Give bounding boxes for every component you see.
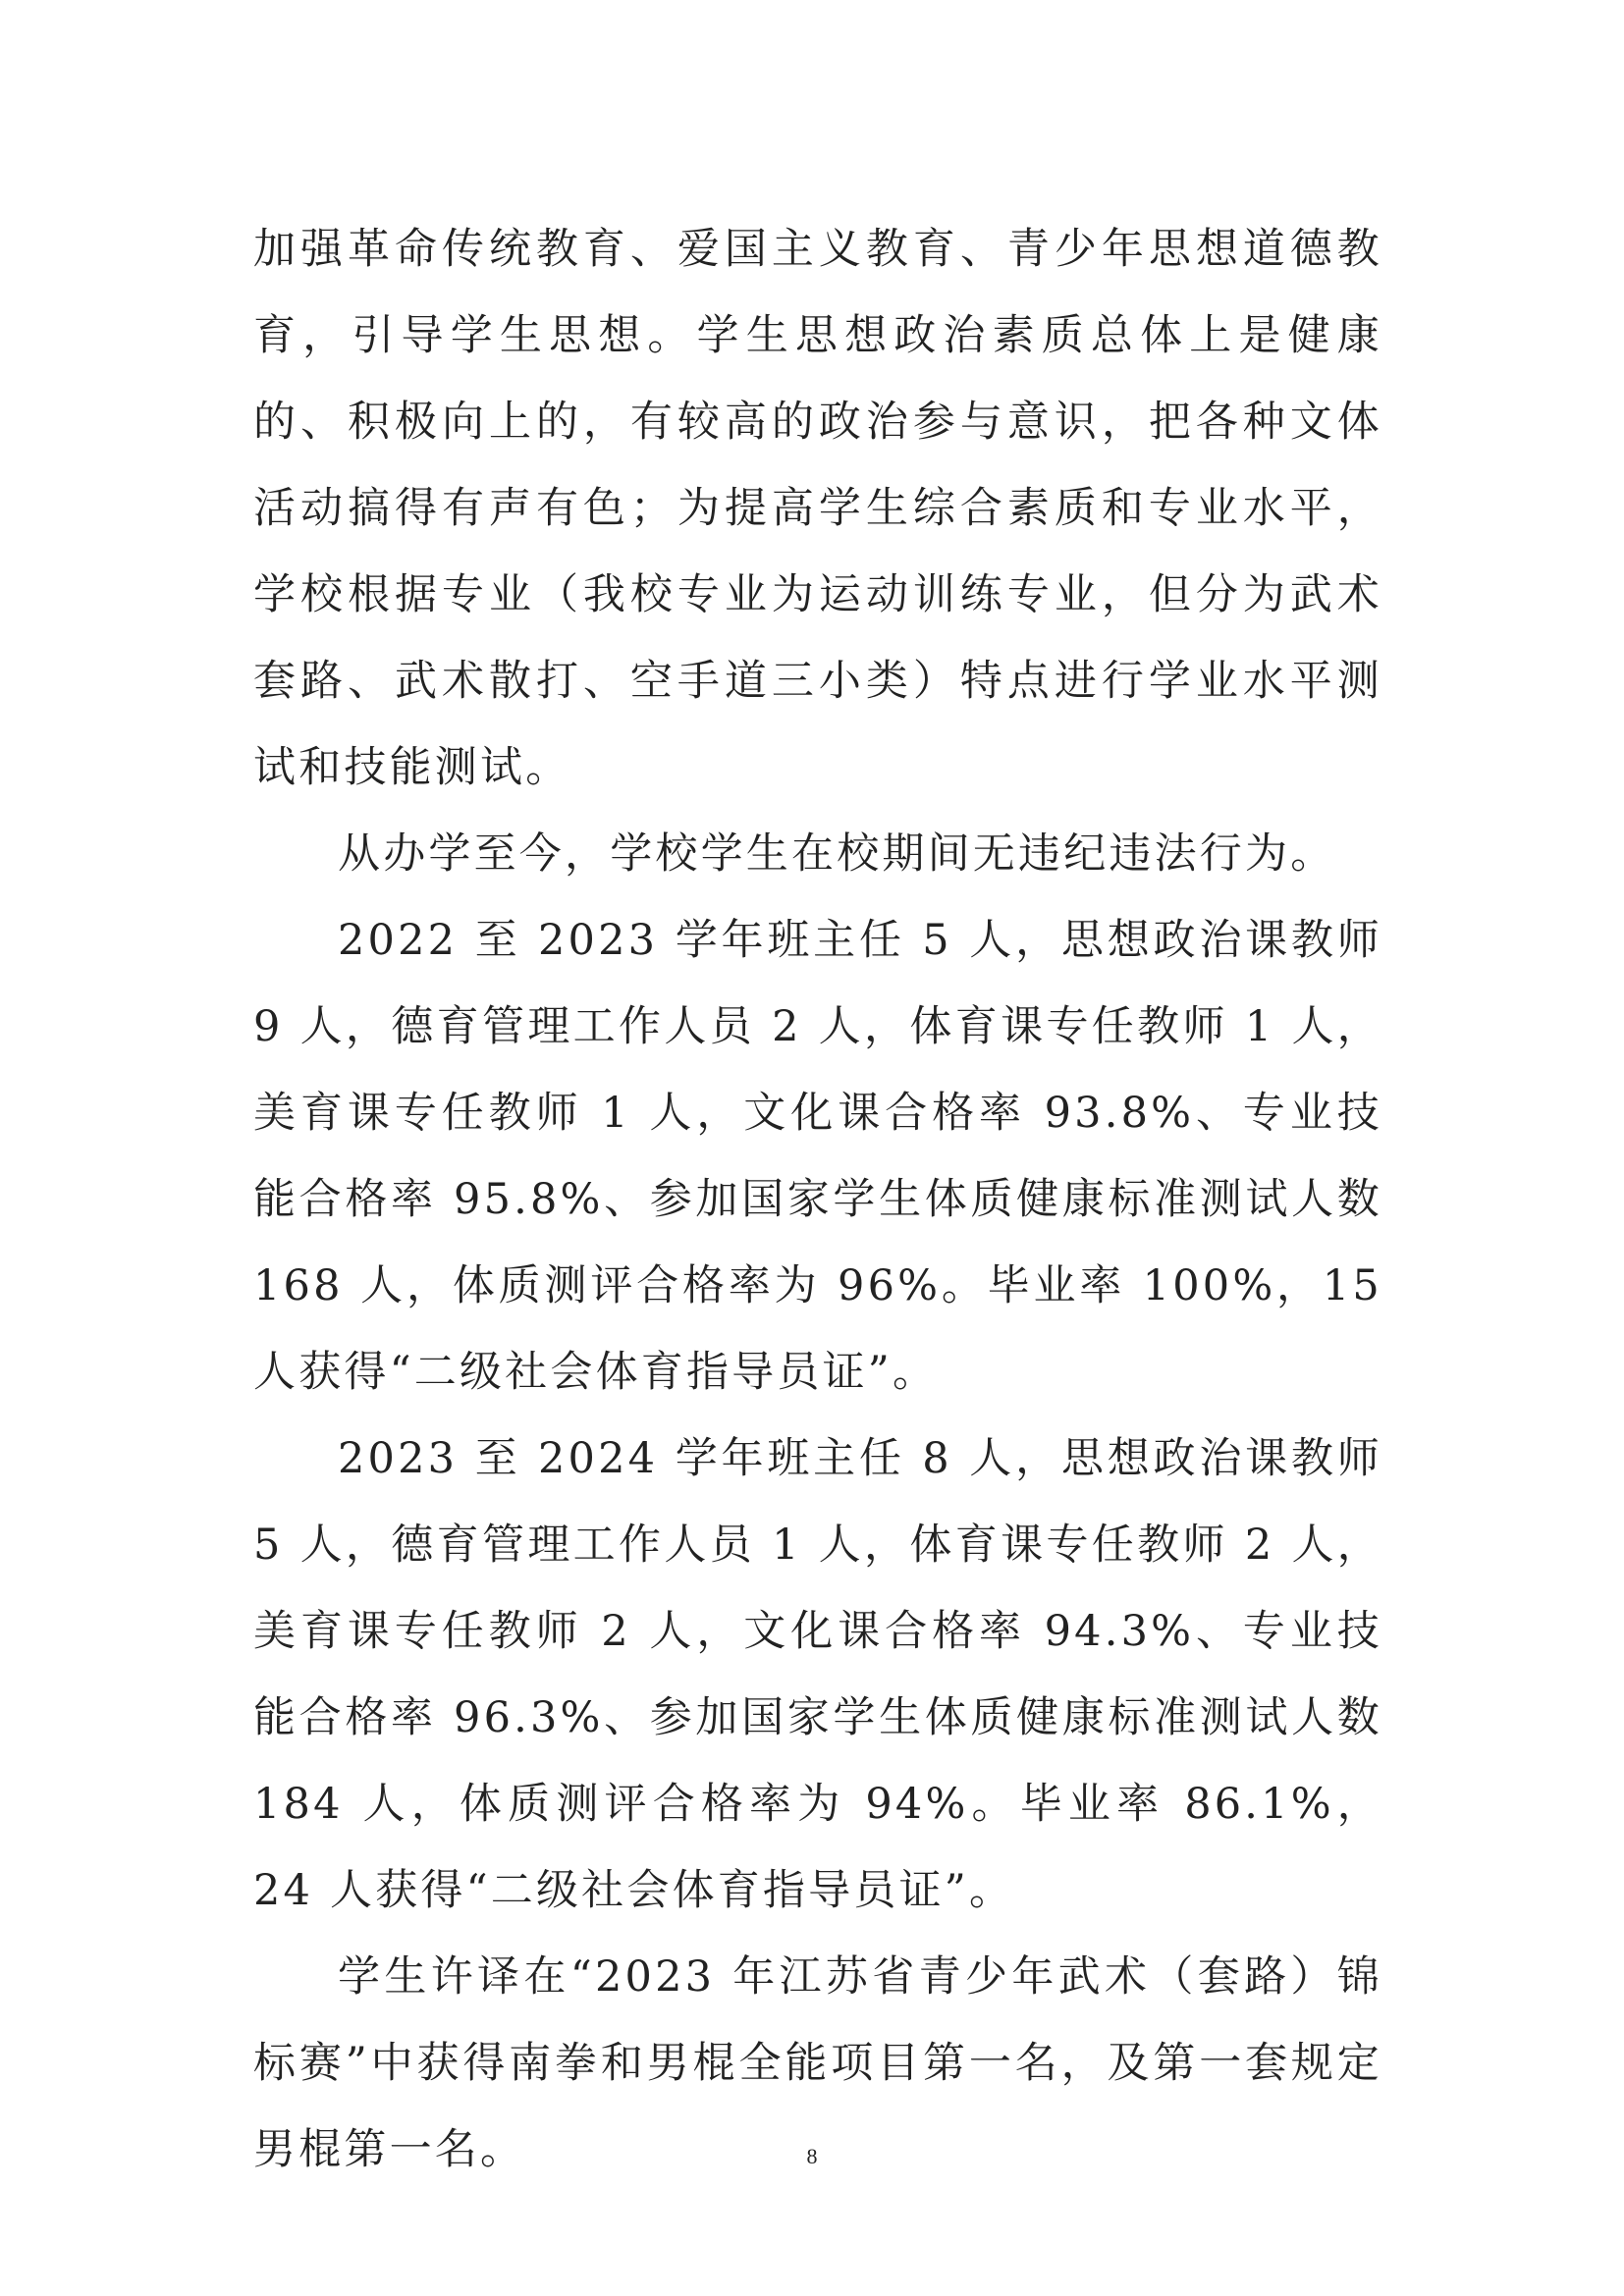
paragraph-moral-education: 加强革命传统教育、爱国主义教育、青少年思想道德教育，引导学生思想。学生思想政治素质总体上是健康的、积极向上的，有较高的政治参与意识，把各种文体活动搞得有声有色；为提高学生综合素质和专业水平，学校根据专业（我校专业为运动训练专业，但分为武术套路、武术散打、空手道三小类）特点进行学业水平测试和技能测试。 <box>253 225 1382 792</box>
paragraph-2023-2024-stats: 2023 至 2024 学年班主任 8 人，思想政治课教师 5 人，德育管理工作人员 1 人，体育课专任教师 2 人，美育课专任教师 2 人，文化课合格率 94.3%、专业技能合格率 96.3%、参加国家学生体质健康标准测试人数 184 人，体质测评合格率为 94%。毕业率 86.1%，24 人获得“二级社会体育指导员证”。 <box>253 1434 1382 1915</box>
page-number: 8 <box>806 2144 818 2168</box>
paragraph-2022-2023-stats: 2022 至 2023 学年班主任 5 人，思想政治课教师 9 人，德育管理工作人员 2 人，体育课专任教师 1 人，美育课专任教师 1 人，文化课合格率 93.8%、专业技能合格率 95.8%、参加国家学生体质健康标准测试人数 168 人，体质测评合格率为 96%。毕业率 100%，15 人获得“二级社会体育指导员证”。 <box>253 916 1382 1397</box>
paragraph-competition-award: 学生许译在“2023 年江苏省青少年武术（套路）锦标赛”中获得南拳和男棍全能项目第一名，及第一套规定男棍第一名。 <box>253 1952 1382 2174</box>
body-text <box>253 206 1382 2193</box>
paragraph-no-violations: 从办学至今，学校学生在校期间无违纪违法行为。 <box>338 829 1336 879</box>
